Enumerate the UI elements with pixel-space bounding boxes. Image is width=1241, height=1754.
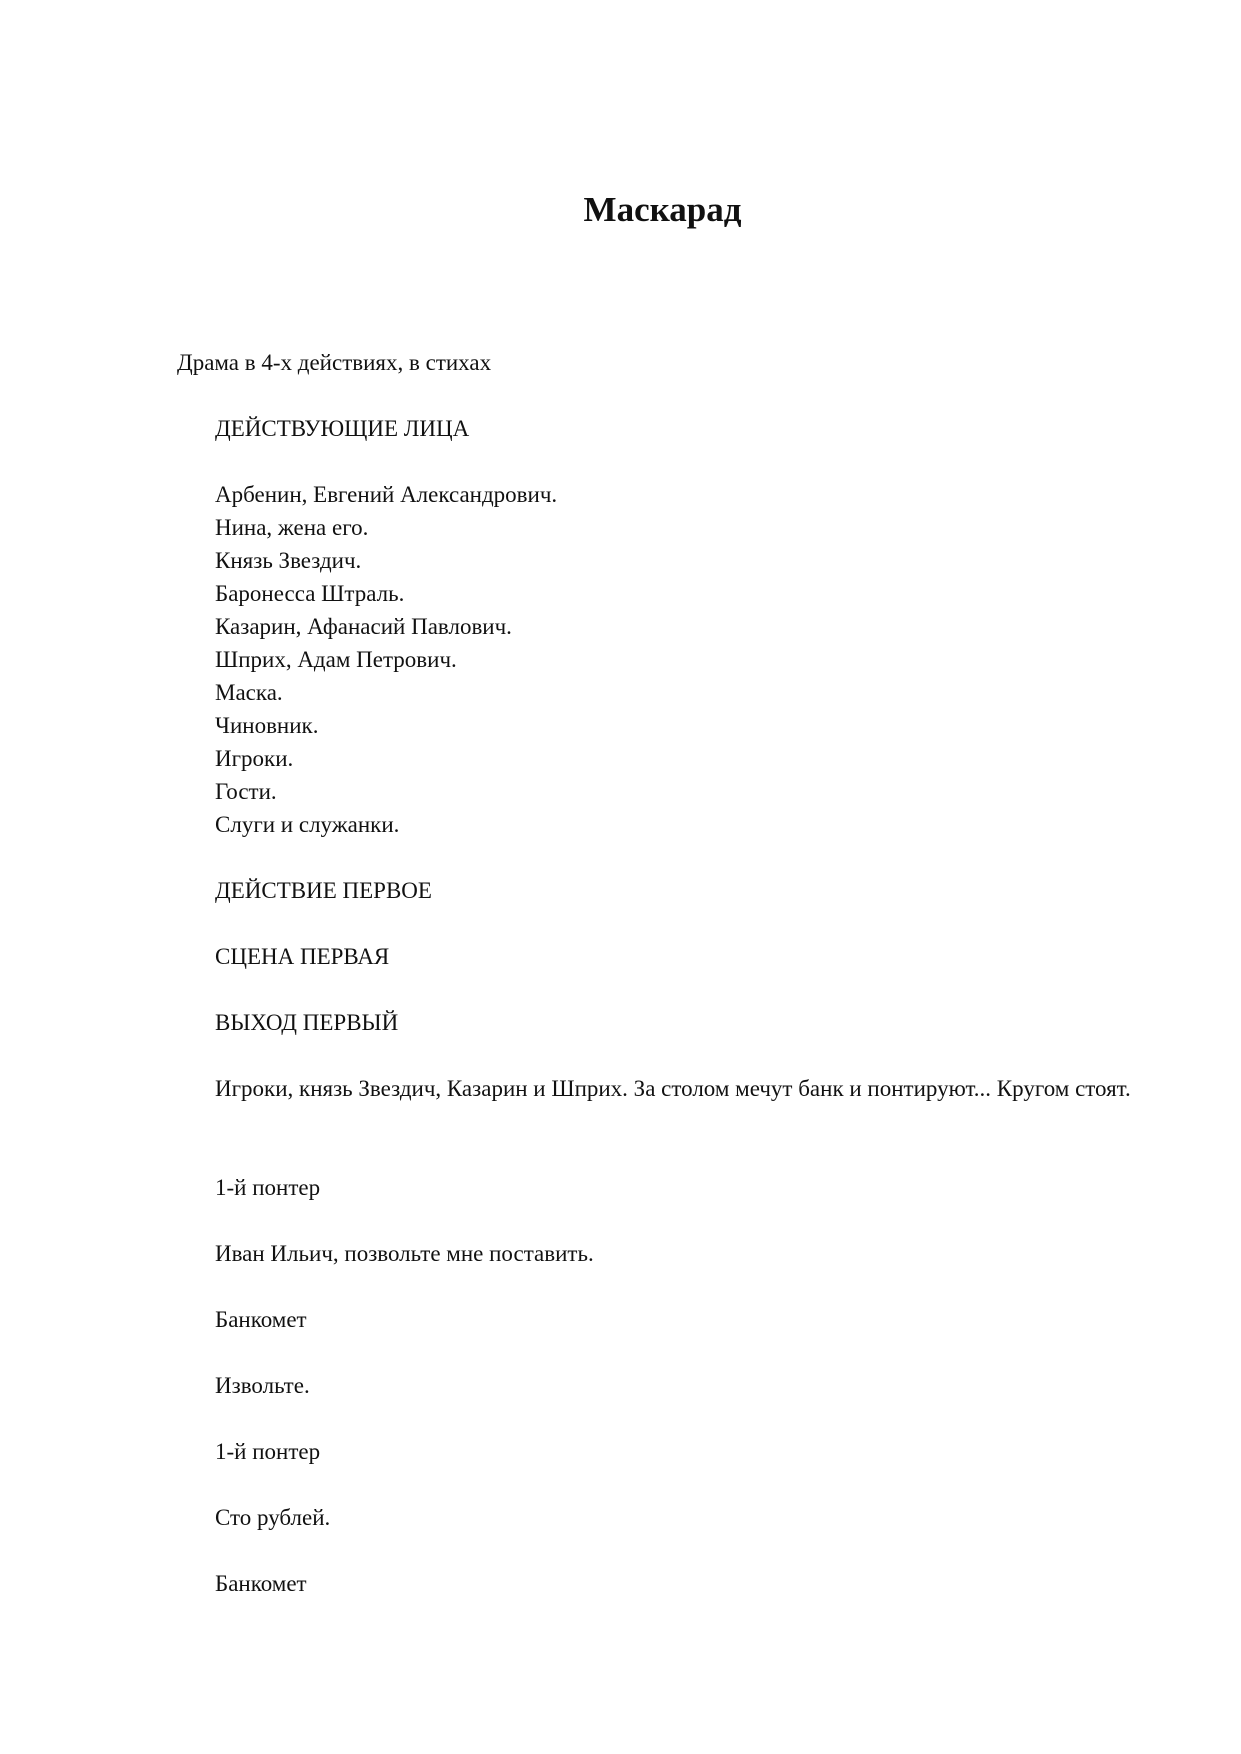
cast-item: Слуги и служанки. (215, 812, 400, 837)
cast-item: Чиновник. (215, 713, 319, 738)
speaker-name: 1-й понтер (215, 1175, 321, 1200)
cast-item: Маска. (215, 680, 283, 705)
stage-direction: Игроки, князь Звездич, Казарин и Шприх. За столом мечут банк и понтируют... Кругом стоят. (215, 1076, 1131, 1101)
dialogue-line: Сто рублей. (215, 1505, 331, 1530)
cast-heading: ДЕЙСТВУЮЩИЕ ЛИЦА (215, 416, 470, 441)
cast-item: Шприх, Адам Петрович. (215, 647, 457, 672)
cast-item: Нина, жена его. (215, 515, 369, 540)
cast-item: Баронесса Штраль. (215, 581, 405, 606)
scene-heading: СЦЕНА ПЕРВАЯ (215, 944, 390, 969)
cast-item: Арбенин, Евгений Александрович. (215, 482, 558, 507)
speaker-name: 1-й понтер (215, 1439, 321, 1464)
dialogue-line: Иван Ильич, позвольте мне поставить. (215, 1241, 594, 1266)
cast-item: Князь Звездич. (215, 548, 362, 573)
act-heading: ДЕЙСТВИЕ ПЕРВОЕ (215, 878, 432, 903)
entrance-heading: ВЫХОД ПЕРВЫЙ (215, 1010, 399, 1035)
page-title: Маскарад (583, 190, 742, 229)
cast-item: Казарин, Афанасий Павлович. (215, 614, 512, 639)
speaker-name: Банкомет (215, 1307, 307, 1332)
subtitle: Драма в 4-х действиях, в стихах (177, 350, 492, 375)
cast-item: Гости. (215, 779, 277, 804)
speaker-name: Банкомет (215, 1571, 307, 1596)
cast-item: Игроки. (215, 746, 294, 771)
dialogue-line: Извольте. (215, 1373, 310, 1398)
